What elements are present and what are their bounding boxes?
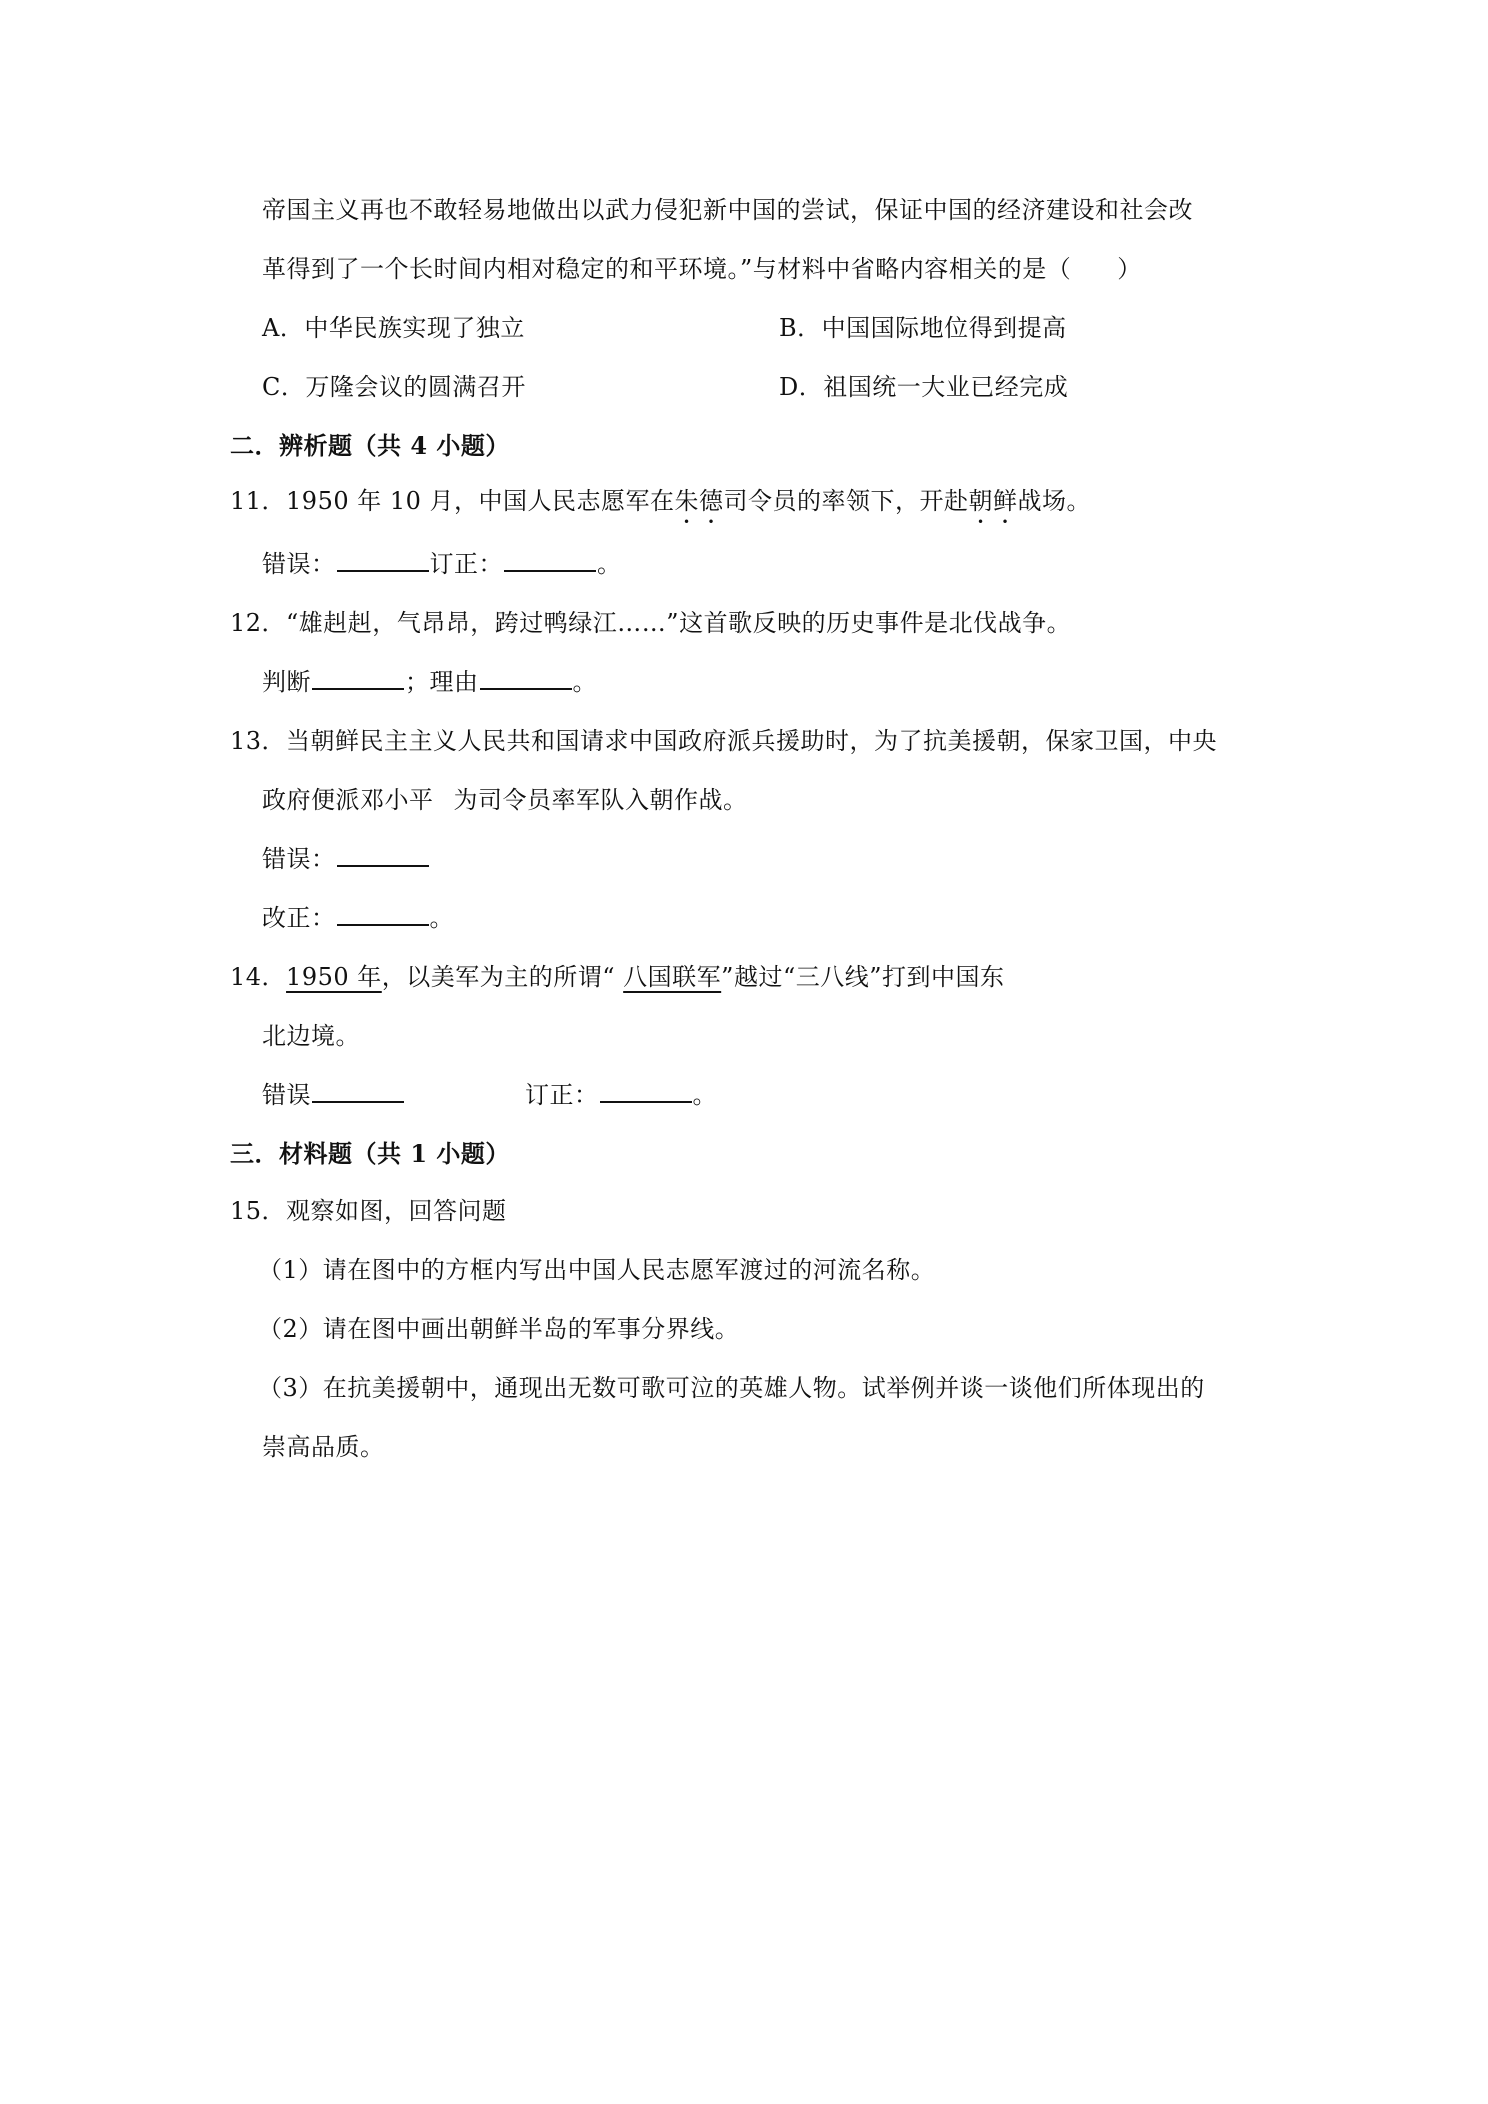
q13-fix-blank[interactable]	[337, 902, 429, 926]
q10-line-1: 帝国主义再也不敢轻易地做出以武力侵犯新中国的尝试，保证中国的经济建设和社会改	[262, 196, 1193, 224]
q13-line-2-part-2: 为司令员率军队入朝作战。	[453, 786, 748, 814]
q15-sub-2: （2）请在图中画出朝鲜半岛的军事分界线。	[258, 1315, 740, 1343]
q10-option-d[interactable]: D．祖国统一大业已经完成	[779, 373, 1069, 401]
q12-reason-blank[interactable]	[480, 666, 572, 690]
q11-emphasis-1: 朱德	[674, 487, 724, 515]
q14-underline-2: 八国联军	[623, 963, 722, 991]
q15-sub-1: （1）请在图中的方框内写出中国人民志愿军渡过的河流名称。	[258, 1256, 936, 1284]
q14-line-1	[230, 960, 1004, 994]
q13-line-2	[262, 783, 748, 817]
q10-line-2	[262, 252, 1142, 286]
q13-end: 。	[429, 904, 454, 932]
q12-answer-row	[262, 665, 597, 699]
q11-fix-label: 订正：	[429, 550, 503, 578]
section-2-title: 二．辨析题（共 4 小题）	[230, 431, 510, 460]
q14-wrong-blank[interactable]	[312, 1079, 404, 1103]
q12-judge-blank[interactable]	[312, 666, 404, 690]
q12-reason-label: ；理由	[405, 668, 479, 696]
q14-answer-row	[262, 1078, 717, 1112]
q13-line-2-part-1: 政府便派邓小平	[262, 786, 434, 814]
q13-wrong-blank[interactable]	[337, 843, 429, 867]
q14-part-3: ”越过“三八线”打到中国东	[721, 963, 1005, 991]
q14-fix-blank[interactable]	[600, 1079, 692, 1103]
q10-line-2-text: 革得到了一个长时间内相对稳定的和平环境。”与材料中省略内容相关的是（	[262, 255, 1072, 283]
q11-end: 。	[597, 550, 622, 578]
q13-fix-row	[262, 901, 454, 935]
section-3-title: 三．材料题（共 1 小题）	[230, 1139, 510, 1168]
q11-stem	[230, 484, 1091, 529]
q13-line-1: 13．当朝鲜民主主义人民共和国请求中国政府派兵援助时，为了抗美援朝，保家卫国，中央	[230, 727, 1218, 755]
q14-wrong-label: 错误	[262, 1081, 311, 1109]
q10-option-a[interactable]: A．中华民族实现了独立	[262, 314, 525, 342]
q11-emphasis-2: 朝鲜	[968, 487, 1018, 515]
q13-wrong-label: 错误：	[262, 845, 336, 873]
q14-fix-label: 订正：	[525, 1081, 599, 1109]
q15-sub-3-line-2: 崇高品质。	[262, 1433, 385, 1461]
q12-end: 。	[572, 668, 597, 696]
q13-fix-label: 改正：	[262, 904, 336, 932]
q11-part-1: 11．1950 年 10 月，中国人民志愿军在	[230, 487, 675, 515]
q11-wrong-blank[interactable]	[337, 548, 429, 572]
q12-stem: 12．“雄赳赳，气昂昂，跨过鸭绿江……”这首歌反映的历史事件是北伐战争。	[230, 609, 1072, 637]
q11-part-3: 战场。	[1017, 487, 1092, 515]
q14-underline-1: 1950 年	[286, 963, 382, 991]
q11-part-2: 司令员的率领下，开赴	[723, 487, 969, 515]
q10-line-2-end: ）	[1117, 255, 1142, 283]
q11-fix-blank[interactable]	[504, 548, 596, 572]
q11-wrong-label: 错误：	[262, 550, 336, 578]
q15-stem: 15．观察如图，回答问题	[230, 1197, 507, 1225]
q15-sub-3-line-1: （3）在抗美援朝中，通现出无数可歌可泣的英雄人物。试举例并谈一谈他们所体现出的	[258, 1374, 1205, 1402]
q10-option-b[interactable]: B．中国国际地位得到提高	[779, 314, 1067, 342]
q14-num: 14．	[230, 963, 287, 991]
q14-line-2: 北边境。	[262, 1022, 360, 1050]
q11-answer-row	[262, 547, 622, 581]
q14-part-2: ，以美军为主的所谓“	[381, 963, 624, 991]
q10-option-c[interactable]: C．万隆会议的圆满召开	[262, 373, 526, 401]
q14-end: 。	[692, 1081, 717, 1109]
q13-wrong-row	[262, 842, 430, 876]
q12-judge-label: 判断	[262, 668, 311, 696]
